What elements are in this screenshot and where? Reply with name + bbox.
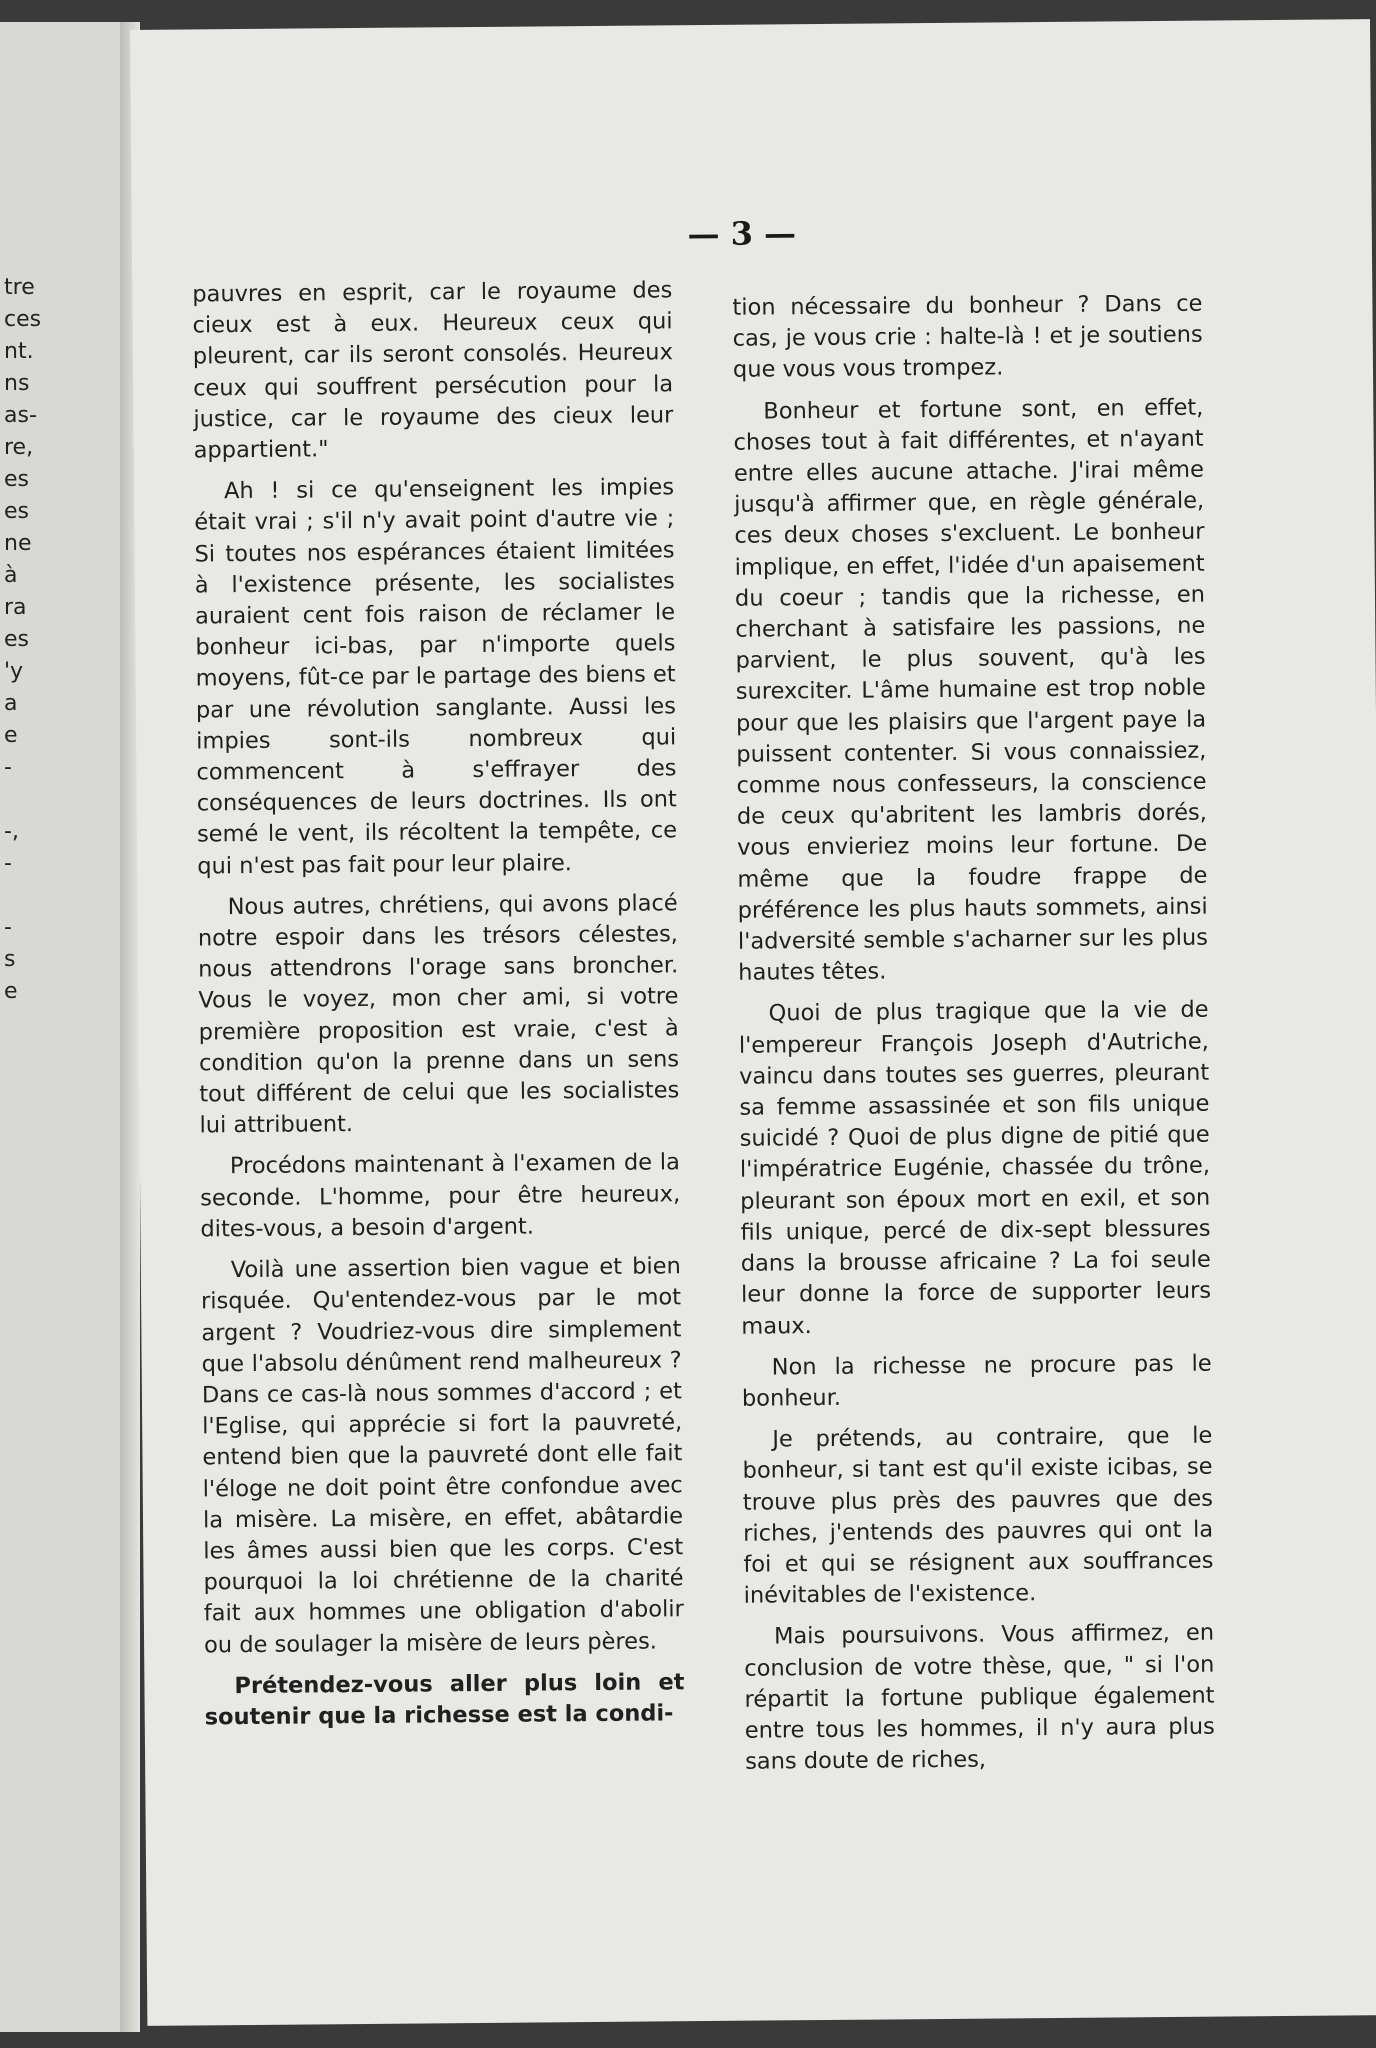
facing-page-fragment: -,: [4, 819, 19, 844]
facing-page-text: [4, 272, 41, 1008]
paragraph: Bonheur et fortune sont, en effet, choses tout à fait différentes, et n'ayant entre elles aucune attache. J'irai même jusqu'à affirmer que, en règle générale, ces deux choses s'excluent. Le bonheur implique, en effet, l'idée d'un apaisement du coeur ; tandis que la richesse, en cherchant à satisfaire les passions, ne parvient, le plus souvent, qu'à les surexciter. L'âme humaine est trop noble pour que les plaisirs que l'argent paye la puissent contenter. Si vous connaissiez, comme nous confesseurs, la conscience de ceux qu'abritent les lambris dorés, vous envieriez moins leur fortune. De même que la foudre frappe de préférence les plus hauts sommets, ainsi l'adversité semble s'acharner sur les plus hautes têtes.: [733, 394, 1209, 986]
facing-page-fragment: ces: [4, 307, 42, 332]
facing-page-fragment: -: [4, 755, 12, 780]
facing-page-fragment: à: [4, 563, 18, 588]
paragraph: Prétendez-vous aller plus loin et soutenir que la richesse est la condi-: [204, 1668, 685, 1731]
facing-page-fragment: re,: [4, 435, 34, 460]
facing-page-fragment: nt.: [4, 339, 34, 364]
facing-page-fragment: as-: [4, 403, 37, 428]
page-number: — 3 —: [687, 214, 797, 254]
paragraph: pauvres en esprit, car le royaume des cieux est à eux. Heureux ceux qui pleurent, car ils seront consolés. Heureux ceux qui souffrent persécution pour la justice, car le royaume des cieux leur appartient.": [192, 277, 674, 464]
paragraph: Quoi de plus tragique que la vie de l'empereur François Joseph d'Autriche, vaincu dans toutes ses guerres, pleurant sa femme assassinée et son fils unique suicidé ? Quoi de plus digne de pitié que l'impératrice Eugénie, chassée du trône, pleurant son époux mort en exil, et son fils unique, percé de dix-sept blessures dans la brousse africaine ? La foi seule leur donne la force de supporter leurs maux.: [738, 997, 1212, 1340]
facing-page-fragment: ne: [4, 531, 32, 556]
facing-page-fragment: es: [4, 499, 29, 524]
facing-page-fragment: [4, 784, 41, 816]
facing-page-fragment: e: [4, 723, 18, 748]
paragraph: Nous autres, chrétiens, qui avons placé notre espoir dans les trésors célestes, nous attendrons l'orage sans broncher. Vous le voyez, mon cher ami, si votre première proposition est vraie, c'est à condition qu'on la prenne dans un sens tout différent de celui que les socialistes lui attribuent.: [197, 890, 680, 1139]
facing-page-fragment: es: [4, 467, 29, 492]
facing-page-fragment: -: [4, 915, 12, 940]
page: [130, 19, 1376, 2026]
paragraph: Voilà une assertion bien vague et bien risquée. Qu'entendez-vous par le mot argent ? Voudriez-vous dire simplement que l'absolu dénûment rend malheureux ? Dans ce cas-là nous sommes d'accord ; et l'Eglise, qui apprécie si fort la pauvreté, entend bien que la pauvreté dont elle fait l'éloge ne doit point être confondue avec la misère. La misère, en effet, abâtardie les âmes aussi bien que les corps. C'est pourquoi la loi chrétienne de la charité fait aux hommes une obligation d'abolir ou de soulager la misère de leurs pères.: [200, 1253, 684, 1658]
facing-page-fragment: ra: [4, 595, 27, 620]
facing-page-fragment: a: [4, 691, 18, 716]
facing-page-fragment: s: [4, 947, 16, 972]
left-column: [192, 275, 685, 1743]
paragraph: Mais poursuivons. Vous affirmez, en conclusion de votre thèse, que, " si l'on répartit la fortune publique également entre tous les hommes, il n'y aura plus sans doute de riches,: [744, 1619, 1215, 1775]
facing-page-fragment: e: [4, 979, 18, 1004]
facing-page-fragment: 'y: [4, 659, 24, 684]
facing-page-fragment: [4, 880, 41, 912]
paragraph: Non la richesse ne procure pas le bonheur.: [741, 1350, 1212, 1412]
facing-page-fragment: tre: [4, 275, 35, 300]
facing-page-fragment: es: [4, 627, 29, 652]
paragraph: Je prétends, au contraire, que le bonheur, si tant est qu'il existe icibas, se trouve plus près des pauvres que des riches, j'entends des pauvres qui ont la foi et qui se résignent aux souffrances inévitables de l'existence.: [742, 1422, 1214, 1609]
facing-page-edge: [0, 22, 120, 2032]
facing-page-fragment: -: [4, 851, 12, 876]
right-column: [732, 289, 1215, 1788]
paragraph: Procédons maintenant à l'examen de la seconde. L'homme, pour être heureux, dites-vous, a besoin d'argent.: [200, 1149, 681, 1243]
paragraph: Ah ! si ce qu'enseignent les impies était vrai ; s'il n'y avait point d'autre vie ; Si toutes nos espérances étaient limitées à l'existence présente, les socialistes auraient cent fois raison de réclamer le bonheur ici-bas, par n'importe quels moyens, fût-ce par le partage des biens et par une révolution sanglante. Aussi les impies sont-ils nombreux qui commencent à s'effrayer des conséquences de leurs doctrines. Ils ont semé le vent, ils récoltent la tempête, ce qui n'est pas fait pour leur plaire.: [194, 474, 678, 880]
paragraph: tion nécessaire du bonheur ? Dans ce cas, je vous crie : halte-là ! et je soutiens que vous vous trompez.: [732, 290, 1203, 384]
facing-page-fragment: ns: [4, 371, 30, 396]
